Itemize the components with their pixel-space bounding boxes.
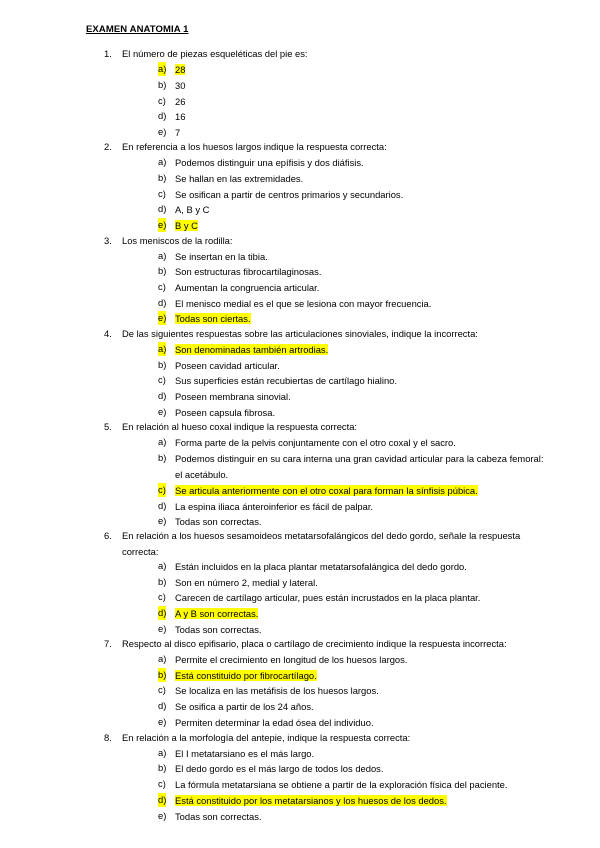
option-letter: e) bbox=[158, 810, 167, 821]
option-letter: c) bbox=[158, 188, 166, 199]
option-text: Poseen cavidad articular. bbox=[175, 360, 280, 371]
option-letter: d) bbox=[158, 794, 167, 805]
option-letter: a) bbox=[158, 653, 167, 664]
option-text: A, B y C bbox=[175, 204, 210, 215]
answer-option bbox=[175, 809, 545, 825]
option-letter: e) bbox=[158, 219, 167, 230]
option-text: 26 bbox=[175, 96, 186, 107]
option-letter: d) bbox=[158, 500, 167, 511]
option-text: Se insertan en la tibia. bbox=[175, 251, 268, 262]
option-letter: b) bbox=[158, 762, 167, 773]
option-text: Carecen de cartílago articular, pues están incrustados en la placa plantar. bbox=[175, 592, 481, 603]
answer-option bbox=[175, 777, 545, 793]
question-text: En referencia a los huesos largos indique la respuesta correcta: bbox=[122, 141, 387, 152]
correct-answer-option bbox=[175, 668, 545, 684]
option-text: Se osifican a partir de centros primarios y secundarios. bbox=[175, 189, 404, 200]
question-text: El número de piezas esqueléticas del pie es: bbox=[122, 48, 308, 59]
option-letter: b) bbox=[158, 669, 167, 680]
question-number: 7. bbox=[104, 638, 112, 649]
answer-option bbox=[175, 358, 545, 374]
option-letter: a) bbox=[158, 436, 167, 447]
option-letter: a) bbox=[158, 747, 167, 758]
correct-answer-option bbox=[175, 483, 545, 499]
answer-option bbox=[175, 683, 545, 699]
answer-option bbox=[175, 652, 545, 668]
option-text: Están incluidos en la placa plantar metatarsofalángica del dedo gordo. bbox=[175, 561, 467, 572]
option-text: Permite el crecimiento en longitud de los huesos largos. bbox=[175, 654, 408, 665]
option-text: Todas son correctas. bbox=[175, 624, 262, 635]
question-text: Respecto al disco epifisario, placa o cartílago de crecimiento indique la respuesta incorrecta: bbox=[122, 638, 507, 649]
answer-option bbox=[175, 296, 545, 312]
question-number: 5. bbox=[104, 421, 112, 432]
option-letter: e) bbox=[158, 312, 167, 323]
option-text: Todas son ciertas. bbox=[175, 313, 251, 324]
correct-answer-option bbox=[175, 606, 545, 622]
option-text: Podemos distinguir una epífisis y dos diáfisis. bbox=[175, 157, 364, 168]
option-text: La fórmula metatarsiana se obtiene a partir de la exploración física del paciente. bbox=[175, 779, 508, 790]
option-text: Aumentan la congruencia articular. bbox=[175, 282, 320, 293]
answer-option bbox=[175, 499, 545, 515]
question-text: Los meniscos de la rodilla: bbox=[122, 235, 233, 246]
option-letter: c) bbox=[158, 778, 166, 789]
question-number: 6. bbox=[104, 530, 112, 541]
answer-option bbox=[175, 94, 545, 110]
question-number: 2. bbox=[104, 141, 112, 152]
answer-option bbox=[175, 746, 545, 762]
option-letter: e) bbox=[158, 716, 167, 727]
option-letter: b) bbox=[158, 79, 167, 90]
question-number: 3. bbox=[104, 235, 112, 246]
option-text: Se osifica a partir de los 24 años. bbox=[175, 701, 314, 712]
answer-option bbox=[175, 155, 545, 171]
option-text: Poseen membrana sinovial. bbox=[175, 391, 291, 402]
correct-answer-option bbox=[175, 218, 545, 234]
option-letter: d) bbox=[158, 700, 167, 711]
option-text: Se localiza en las metáfisis de los huesos largos. bbox=[175, 685, 379, 696]
answer-option bbox=[175, 590, 545, 606]
option-letter: c) bbox=[158, 95, 166, 106]
correct-answer-option bbox=[175, 793, 545, 809]
option-text: A y B son correctas. bbox=[175, 608, 259, 619]
question-number: 1. bbox=[104, 48, 112, 59]
option-text: Está constituido por los metatarsianos y los huesos de los dedos. bbox=[175, 795, 447, 806]
answer-option bbox=[175, 699, 545, 715]
option-text: Sus superficies están recubiertas de cartílago hialino. bbox=[175, 375, 397, 386]
option-letter: e) bbox=[158, 126, 167, 137]
option-text: Podemos distinguir en su cara interna una gran cavidad articular para la cabeza femoral: el acetábulo. bbox=[175, 453, 544, 480]
option-letter: c) bbox=[158, 591, 166, 602]
option-text: Se hallan en las extremidades. bbox=[175, 173, 304, 184]
option-text: Poseen capsula fibrosa. bbox=[175, 407, 276, 418]
option-letter: a) bbox=[158, 560, 167, 571]
answer-option bbox=[175, 264, 545, 280]
question-number: 4. bbox=[104, 328, 112, 339]
answer-option bbox=[175, 761, 545, 777]
option-letter: a) bbox=[158, 343, 167, 354]
answer-option bbox=[175, 109, 545, 125]
option-letter: d) bbox=[158, 110, 167, 121]
option-letter: e) bbox=[158, 406, 167, 417]
option-text: La espina iliaca ánteroinferior es fácil de palpar. bbox=[175, 501, 374, 512]
option-letter: d) bbox=[158, 203, 167, 214]
option-letter: c) bbox=[158, 374, 166, 385]
option-letter: a) bbox=[158, 250, 167, 261]
option-letter: a) bbox=[158, 63, 167, 74]
answer-option bbox=[175, 280, 545, 296]
question-text: En relación al hueso coxal indique la respuesta correcta: bbox=[122, 421, 358, 432]
option-text: Son denominadas también artrodias. bbox=[175, 344, 329, 355]
option-letter: c) bbox=[158, 281, 166, 292]
answer-option bbox=[175, 389, 545, 405]
option-text: Forma parte de la pelvis conjuntamente con el otro coxal y el sacro. bbox=[175, 437, 456, 448]
answer-option bbox=[175, 78, 545, 94]
question-text: En relación a la morfología del antepie, indique la respuesta correcta: bbox=[122, 732, 411, 743]
answer-option bbox=[175, 715, 545, 731]
option-text: Son estructuras fibrocartilaginosas. bbox=[175, 266, 322, 277]
option-text: El I metatarsiano es el más largo. bbox=[175, 748, 315, 759]
option-text: Todas son correctas. bbox=[175, 516, 262, 527]
answer-option bbox=[175, 373, 545, 389]
option-text: Está constituido por fibrocartílago. bbox=[175, 670, 317, 681]
option-letter: b) bbox=[158, 172, 167, 183]
answer-option bbox=[175, 451, 545, 482]
option-text: B y C bbox=[175, 220, 198, 231]
question-text: En relación a los huesos sesamoideos metatarsofalángicos del dedo gordo, señale la respuesta correcta: bbox=[122, 530, 521, 557]
option-text: 7 bbox=[175, 127, 181, 138]
answer-option bbox=[175, 249, 545, 265]
answer-option bbox=[175, 559, 545, 575]
option-text: Permiten determinar la edad ósea del individuo. bbox=[175, 717, 374, 728]
option-letter: b) bbox=[158, 359, 167, 370]
option-letter: a) bbox=[158, 156, 167, 167]
option-text: El menisco medial es el que se lesiona con mayor frecuencia. bbox=[175, 298, 432, 309]
option-text: 30 bbox=[175, 80, 186, 91]
option-text: Son en número 2, medial y lateral. bbox=[175, 577, 318, 588]
option-text: 16 bbox=[175, 111, 186, 122]
option-letter: d) bbox=[158, 390, 167, 401]
correct-answer-option bbox=[175, 342, 545, 358]
option-letter: b) bbox=[158, 452, 167, 463]
option-letter: b) bbox=[158, 265, 167, 276]
option-letter: e) bbox=[158, 515, 167, 526]
exam-title: EXAMEN ANATOMIA 1 bbox=[86, 24, 189, 35]
answer-option bbox=[175, 435, 545, 451]
option-text: El dedo gordo es el más largo de todos los dedos. bbox=[175, 763, 384, 774]
option-text: Se articula anteriormente con el otro coxal para forman la sínfisis púbica. bbox=[175, 485, 478, 496]
option-letter: c) bbox=[158, 684, 166, 695]
option-letter: c) bbox=[158, 484, 166, 495]
question-text: De las siguientes respuestas sobre las articulaciones sinoviales, indique la incorrecta: bbox=[122, 328, 478, 339]
option-text: Todas son correctas. bbox=[175, 811, 262, 822]
answer-option bbox=[175, 575, 545, 591]
correct-answer-option bbox=[175, 62, 545, 78]
answer-option bbox=[175, 187, 545, 203]
answer-option bbox=[175, 202, 545, 218]
question-number: 8. bbox=[104, 732, 112, 743]
option-letter: d) bbox=[158, 607, 167, 618]
answer-option bbox=[175, 171, 545, 187]
correct-answer-option bbox=[175, 311, 545, 327]
option-letter: d) bbox=[158, 297, 167, 308]
option-letter: e) bbox=[158, 623, 167, 634]
option-text: 28 bbox=[175, 64, 186, 75]
option-letter: b) bbox=[158, 576, 167, 587]
